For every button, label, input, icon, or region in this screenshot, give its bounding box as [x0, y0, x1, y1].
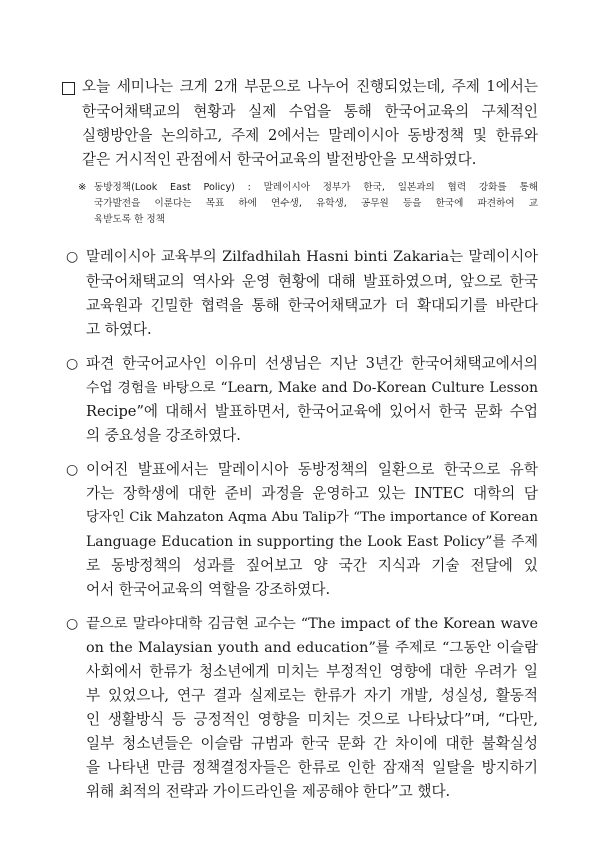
item-line: 끝으로 말라야대학 김금현 교수는 “The impact of the Korean wave — [86, 616, 538, 632]
intro-line: 같은 거시적인 관점에서 한국어교육의 발전방안을 모색하였다. — [82, 151, 477, 168]
item-line: 인 생활방식 등 긍정적인 영향을 미치는 것으로 나타났다”며, “다만, — [86, 711, 538, 728]
item-line: 로 동방정책의 성과를 짚어보고 양 국간 지식과 기술 전달에 있 — [86, 557, 538, 574]
item-line: 어서 한국어교육의 역할을 강조하였다. — [86, 581, 331, 598]
item-line: 수업 경험을 바탕으로 “Learn, Make and Do-Korean Culture Lesson — [86, 380, 538, 396]
item-line: 고 하였다. — [86, 321, 152, 338]
item-line: 을 나타낸 만큼 정책결정자들은 한류로 인한 잠재적 일탈을 방지하기 — [86, 759, 538, 776]
item-line: 위해 최적의 전략과 가이드라인을 제공해야 한다”고 했다. — [86, 783, 451, 800]
circle-bullet-icon: ○ — [66, 356, 79, 372]
item-line: 교육원과 긴밀한 협력을 통해 한국어채택교가 더 확대되기를 바란다 — [86, 297, 538, 314]
item-line: 말레이시아 교육부의 Zilfadhilah Hasni binti Zakaria는 말레이시아 — [86, 249, 538, 265]
item-line: 의 중요성을 강조하였다. — [86, 427, 241, 444]
item-line: 당자인 Cik Mahzaton Aqma Abu Talip가 “The importance of Korean — [86, 510, 538, 525]
item-line: Recipe”에 대해서 발표하면서, 한국어교육에 있어서 한국 문화 수업 — [86, 403, 538, 420]
square-bullet-icon — [62, 82, 75, 95]
circle-bullet-icon: ○ — [66, 249, 79, 265]
item-line: 한국어채택교의 역사와 운영 현황에 대해 발표하였으며, 앞으로 한국 — [86, 273, 538, 290]
intro-line: 실행방안을 논의하고, 주제 2에서는 말레이시아 동방정책 및 한류와 — [82, 127, 538, 144]
item-line: Language Education in supporting the Look East Policy”를 주제 — [86, 534, 538, 550]
circle-bullet-icon: ○ — [66, 462, 79, 478]
item-line: 파견 한국어교사인 이유미 선생님은 지난 3년간 한국어채택교에서의 — [86, 355, 538, 372]
item-line: 사회에서 한류가 청소년에게 미치는 부정적인 영향에 대한 우려가 일 — [86, 663, 538, 680]
item-line: 이어진 발표에서는 말레이시아 동방정책의 일환으로 한국으로 유학 — [86, 461, 538, 478]
circle-bullet-icon: ○ — [66, 616, 79, 632]
item-line: 부 있었으나, 연구 결과 실제로는 한류가 자기 개발, 성실성, 활동적 — [86, 687, 538, 704]
item-line: 일부 청소년들은 이슬람 규범과 한국 문화 간 차이에 대한 불확실성 — [86, 735, 538, 752]
intro-line: 한국어채택교의 현황과 실제 수업을 통해 한국어교육의 구체적인 — [82, 103, 538, 120]
reference-mark-icon: ※ — [78, 182, 87, 193]
note-line: 국가발전을 이룬다는 목표 하에 연수생, 유학생, 공무원 등을 한국에 파견하여 교 — [94, 198, 538, 209]
intro-line: 오늘 세미나는 크게 2개 부문으로 나누어 진행되었는데, 주제 1에서는 — [82, 78, 538, 95]
note-line: 동방정책(Look East Policy) : 말레이시아 정부가 한국, 일본과의 협력 강화를 통해 — [94, 182, 538, 193]
note-line: 육받도록 한 정책 — [94, 214, 165, 225]
item-line: 가는 장학생에 대한 준비 과정을 운영하고 있는 INTEC 대학의 담 — [86, 485, 538, 502]
item-line: on the Malaysian youth and education”를 주제로 “그동안 이슬람 — [86, 640, 538, 656]
